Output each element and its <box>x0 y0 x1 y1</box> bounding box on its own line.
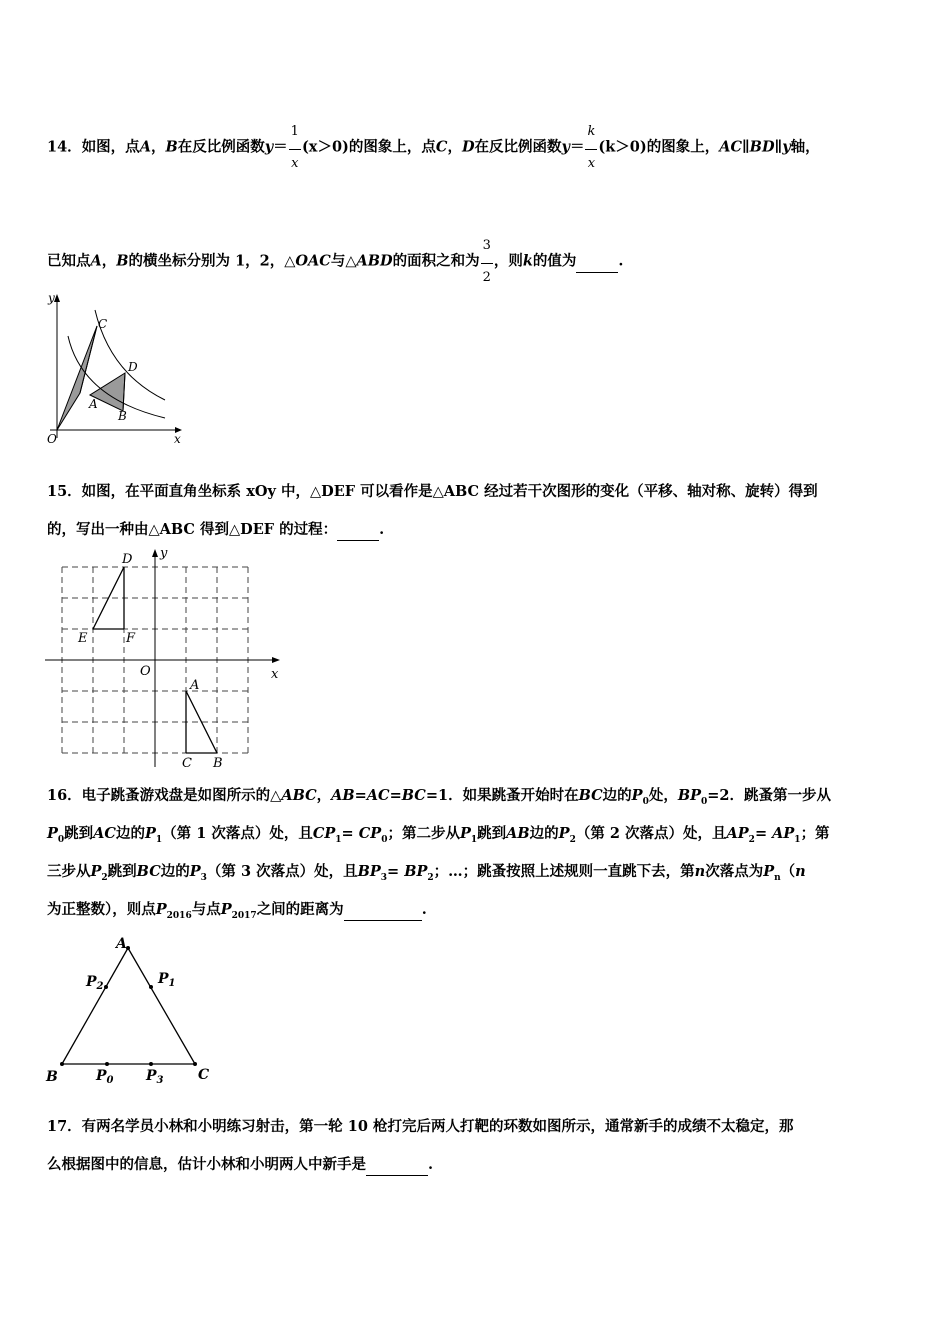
label-y: y <box>48 291 55 305</box>
point-p3 <box>149 1062 153 1066</box>
q14-line2: 已知点A，B的横坐标分别为 1，2，△OAC与△ABD的面积之和为 $\frac{3}{2}$ ，则k的值为 . <box>47 238 624 285</box>
label-b: B <box>118 409 127 423</box>
label-a: A <box>116 936 127 952</box>
figure-15-grid <box>40 545 290 775</box>
label-x: x <box>271 667 279 682</box>
label-d: D <box>122 552 133 567</box>
label-c: C <box>98 317 108 331</box>
label-f: F <box>126 631 136 646</box>
triangle-abc <box>62 948 195 1064</box>
label-a: A <box>190 678 200 693</box>
label-p3: $P_3$ <box>146 1068 164 1086</box>
label-b: B <box>213 756 223 771</box>
label-p1: $P_1$ <box>158 971 176 989</box>
label-c: C <box>198 1067 210 1083</box>
q14-line1: 14．如图，点A，B在反比例函数y＝ $\frac{1}{x}$ (x＞0)的图象上，点C，D在反比例函数y＝ $\frac{k}{x}$ (k＞0)的图象上，AC∥BD∥y轴， <box>47 124 820 171</box>
answer-blank-16 <box>344 900 422 921</box>
label-p2: $P_2$ <box>86 974 104 992</box>
q16-line1: 16．电子跳蚤游戏盘是如图所示的△ABC，AB=AC=BC=1．如果跳蚤开始时在BC边的$P_0$处，$BP_0=2$．跳蚤第一步从 <box>47 787 832 807</box>
label-d: D <box>128 360 138 374</box>
q16-line3: 三步从$P_2$跳到BC边的$P_3$（第 3 次落点）处，且$BP_3= BP_2$；…；跳蚤按照上述规则一直跳下去，第n次落点为$P_n(n$ <box>47 863 806 883</box>
point-p1 <box>149 985 153 989</box>
label-e: E <box>78 631 88 646</box>
q17-line1: 17．有两名学员小林和小明练习射击，第一轮 10 枪打完后两人打靶的环数如图所示，通常新手的成绩不太稳定，那 <box>47 1118 794 1135</box>
point-p2 <box>104 985 108 989</box>
label-o: O <box>47 432 57 446</box>
point-b <box>60 1062 64 1066</box>
y-axis-arrow-icon <box>152 549 158 557</box>
q16-line2: $P_0$跳到AC边的$P_1$（第 1 次落点）处，且$CP_1= CP_0$；第二步从$P_1$跳到AB边的$P_2$（第 2 次落点）处，且$AP_2= AP_1$；第 <box>47 825 830 845</box>
figure-16-triangle <box>40 930 230 1095</box>
q17-line2: 么根据图中的信息，估计小林和小明两人中新手是 . <box>47 1155 433 1176</box>
figure-14-graph <box>40 288 190 453</box>
fraction-k-over-x: $\frac{k}{x}$ <box>587 124 596 171</box>
answer-blank-15 <box>337 520 379 541</box>
label-a: A <box>89 397 98 411</box>
fraction-1-over-x: $\frac{1}{x}$ <box>290 124 299 171</box>
label-x: x <box>174 432 181 446</box>
answer-blank-14 <box>576 252 618 273</box>
label-o: O <box>140 664 151 679</box>
point-p0 <box>105 1062 109 1066</box>
q15-line1: 15．如图，在平面直角坐标系 xOy 中，△DEF 可以看作是△ABC 经过若干次图形的变化（平移、轴对称、旋转）得到 <box>47 483 818 500</box>
y-axis-arrow-icon <box>54 294 60 302</box>
q15-line2: 的，写出一种由△ABC 得到△DEF 的过程： . <box>47 520 384 541</box>
jump-points <box>60 946 197 1066</box>
point-c <box>193 1062 197 1066</box>
q16-line4: 为正整数），则点$P_{2016}$与点$P_{2017}$之间的距离为 . <box>47 901 427 921</box>
label-p0: $P_0$ <box>96 1068 114 1086</box>
triangle-oac <box>57 326 97 430</box>
fraction-3-over-2: $\frac{3}{2}$ <box>482 238 491 285</box>
x-axis-arrow-icon <box>272 657 280 663</box>
label-c: C <box>182 756 192 771</box>
label-b: B <box>46 1069 58 1085</box>
label-y: y <box>160 546 168 561</box>
answer-blank-17 <box>366 1155 428 1176</box>
